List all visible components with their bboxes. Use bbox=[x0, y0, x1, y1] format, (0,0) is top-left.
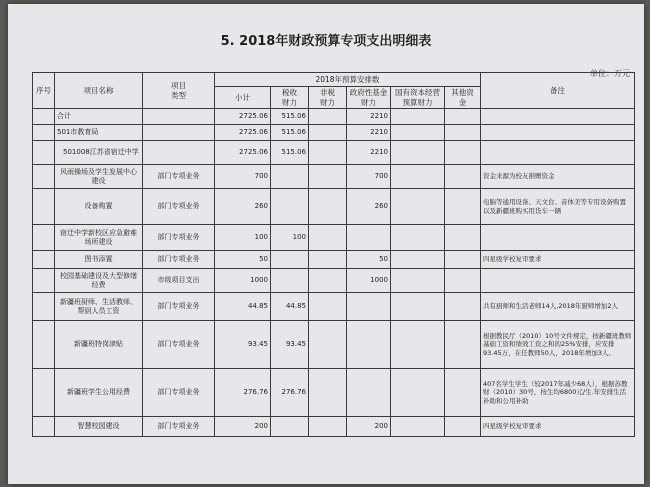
table-row bbox=[33, 321, 635, 369]
cell-name: 风雨操场及学生发展中心建设 bbox=[55, 165, 143, 189]
cell-name: 501市教育局 bbox=[55, 125, 143, 141]
header-seq: 序号 bbox=[33, 73, 55, 109]
cell-other bbox=[445, 189, 481, 225]
cell-seq bbox=[33, 369, 55, 417]
table-header bbox=[33, 73, 635, 109]
cell-soe bbox=[391, 321, 445, 369]
cell-name: 宿迁中学新校区应急避难场所建设 bbox=[55, 225, 143, 251]
cell-seq bbox=[33, 293, 55, 321]
cell-type: 部门专项业务 bbox=[143, 251, 215, 269]
header-nontax: 非税 财力 bbox=[309, 87, 347, 109]
cell-subtotal: 100 bbox=[215, 225, 271, 251]
cell-subtotal: 260 bbox=[215, 189, 271, 225]
cell-other bbox=[445, 369, 481, 417]
header-item-type: 项目 类型 bbox=[143, 73, 215, 109]
cell-other bbox=[445, 109, 481, 125]
cell-type bbox=[143, 109, 215, 125]
cell-seq bbox=[33, 109, 55, 125]
header-budget-group: 2018年预算安排数 bbox=[215, 73, 481, 87]
cell-remark bbox=[481, 109, 635, 125]
cell-nontax bbox=[309, 321, 347, 369]
cell-other bbox=[445, 293, 481, 321]
page-title: 5. 2018年财政预算专项支出明细表 bbox=[220, 34, 432, 49]
table-row bbox=[33, 369, 635, 417]
cell-seq bbox=[33, 225, 55, 251]
cell-seq bbox=[33, 321, 55, 369]
cell-subtotal: 44.85 bbox=[215, 293, 271, 321]
cell-seq bbox=[33, 251, 55, 269]
header-other: 其他资 金 bbox=[445, 87, 481, 109]
cell-seq bbox=[33, 125, 55, 141]
cell-type: 市级项目支出 bbox=[143, 269, 215, 293]
cell-fund: 200 bbox=[347, 417, 391, 437]
cell-name: 501008江苏省宿迁中学 bbox=[55, 141, 143, 165]
unit-label: 单位：万元 bbox=[590, 69, 630, 78]
cell-subtotal: 2725.06 bbox=[215, 141, 271, 165]
cell-other bbox=[445, 269, 481, 293]
cell-other bbox=[445, 165, 481, 189]
cell-nontax bbox=[309, 189, 347, 225]
cell-tax bbox=[271, 165, 309, 189]
cell-soe bbox=[391, 225, 445, 251]
cell-name: 图书添置 bbox=[55, 251, 143, 269]
cell-name: 合计 bbox=[55, 109, 143, 125]
cell-subtotal: 2725.06 bbox=[215, 109, 271, 125]
cell-fund bbox=[347, 369, 391, 417]
cell-remark: 四星级学校复审要求 bbox=[481, 417, 635, 437]
cell-remark: 根据教民厅（2010）10号文件规定，按新疆班教师基础工资和绩效工资之和的25%安排，应安排93.45万，在任教师50人，2018年增加3人。 bbox=[481, 321, 635, 369]
header-gov-fund: 政府性基金 财力 bbox=[347, 87, 391, 109]
document-page bbox=[8, 4, 644, 484]
cell-nontax bbox=[309, 251, 347, 269]
cell-tax: 276.76 bbox=[271, 369, 309, 417]
cell-nontax bbox=[309, 369, 347, 417]
cell-fund: 2210 bbox=[347, 141, 391, 165]
cell-fund: 50 bbox=[347, 251, 391, 269]
table-body bbox=[33, 109, 635, 437]
cell-soe bbox=[391, 125, 445, 141]
cell-remark bbox=[481, 269, 635, 293]
table-row bbox=[33, 141, 635, 165]
table-row bbox=[33, 417, 635, 437]
cell-nontax bbox=[309, 417, 347, 437]
cell-subtotal: 276.76 bbox=[215, 369, 271, 417]
cell-name: 设备购置 bbox=[55, 189, 143, 225]
cell-fund: 2210 bbox=[347, 109, 391, 125]
cell-subtotal: 50 bbox=[215, 251, 271, 269]
cell-tax bbox=[271, 417, 309, 437]
cell-tax: 100 bbox=[271, 225, 309, 251]
cell-remark bbox=[481, 125, 635, 141]
cell-remark bbox=[481, 225, 635, 251]
header-item-name: 项目名称 bbox=[55, 73, 143, 109]
cell-type: 部门专项业务 bbox=[143, 321, 215, 369]
cell-tax: 515.06 bbox=[271, 109, 309, 125]
header-tax: 税收 财力 bbox=[271, 87, 309, 109]
cell-name: 新疆班学生公用经费 bbox=[55, 369, 143, 417]
cell-type: 部门专项业务 bbox=[143, 417, 215, 437]
cell-fund: 260 bbox=[347, 189, 391, 225]
cell-soe bbox=[391, 417, 445, 437]
cell-remark: 407名学生学生（较2017年减少68人），根据苏教财（2010）30号，按生均6800元/生.年安排生活补助和公用补助 bbox=[481, 369, 635, 417]
cell-tax bbox=[271, 189, 309, 225]
cell-seq bbox=[33, 189, 55, 225]
table-row bbox=[33, 225, 635, 251]
cell-nontax bbox=[309, 165, 347, 189]
header-soe-budget: 国有资本经营 预算财力 bbox=[391, 87, 445, 109]
cell-tax: 44.85 bbox=[271, 293, 309, 321]
budget-table bbox=[32, 72, 635, 437]
cell-other bbox=[445, 321, 481, 369]
cell-tax: 93.45 bbox=[271, 321, 309, 369]
cell-nontax bbox=[309, 293, 347, 321]
cell-fund: 700 bbox=[347, 165, 391, 189]
cell-remark: 资金来源为校友捐赠资金 bbox=[481, 165, 635, 189]
table-row bbox=[33, 165, 635, 189]
table-row bbox=[33, 189, 635, 225]
cell-subtotal: 700 bbox=[215, 165, 271, 189]
cell-nontax bbox=[309, 269, 347, 293]
table-row bbox=[33, 293, 635, 321]
cell-tax bbox=[271, 269, 309, 293]
cell-subtotal: 200 bbox=[215, 417, 271, 437]
cell-fund bbox=[347, 225, 391, 251]
cell-type: 部门专项业务 bbox=[143, 225, 215, 251]
cell-remark: 共有厨师和生活老师14人,2018年厨师增加2人 bbox=[481, 293, 635, 321]
cell-type: 部门专项业务 bbox=[143, 189, 215, 225]
cell-soe bbox=[391, 293, 445, 321]
cell-name: 新疆班厨师、生活教师、帮厨人员工资 bbox=[55, 293, 143, 321]
cell-type: 部门专项业务 bbox=[143, 293, 215, 321]
header-subtotal: 小计 bbox=[215, 87, 271, 109]
cell-type: 部门专项业务 bbox=[143, 165, 215, 189]
cell-subtotal: 93.45 bbox=[215, 321, 271, 369]
cell-subtotal: 2725.06 bbox=[215, 125, 271, 141]
cell-tax: 515.06 bbox=[271, 141, 309, 165]
table-row bbox=[33, 109, 635, 125]
cell-soe bbox=[391, 251, 445, 269]
cell-nontax bbox=[309, 125, 347, 141]
cell-name: 智慧校园建设 bbox=[55, 417, 143, 437]
cell-remark: 四星级学校复审要求 bbox=[481, 251, 635, 269]
cell-soe bbox=[391, 269, 445, 293]
cell-tax: 515.06 bbox=[271, 125, 309, 141]
cell-seq bbox=[33, 165, 55, 189]
table-row bbox=[33, 125, 635, 141]
cell-other bbox=[445, 125, 481, 141]
cell-subtotal: 1000 bbox=[215, 269, 271, 293]
cell-soe bbox=[391, 189, 445, 225]
cell-other bbox=[445, 417, 481, 437]
table-row bbox=[33, 269, 635, 293]
cell-soe bbox=[391, 165, 445, 189]
header-remark: 备注 bbox=[481, 73, 635, 109]
cell-seq bbox=[33, 417, 55, 437]
cell-other bbox=[445, 251, 481, 269]
cell-remark bbox=[481, 141, 635, 165]
cell-nontax bbox=[309, 109, 347, 125]
cell-type bbox=[143, 125, 215, 141]
cell-tax bbox=[271, 251, 309, 269]
table-row bbox=[33, 251, 635, 269]
cell-soe bbox=[391, 369, 445, 417]
cell-nontax bbox=[309, 225, 347, 251]
cell-type: 部门专项业务 bbox=[143, 369, 215, 417]
cell-remark: 电脑等通用设备、天文台、音体美等专用设备购置以及新疆班购买用货车一辆 bbox=[481, 189, 635, 225]
cell-seq bbox=[33, 269, 55, 293]
cell-soe bbox=[391, 109, 445, 125]
cell-type bbox=[143, 141, 215, 165]
cell-name: 校园基础建设及大型修缮经费 bbox=[55, 269, 143, 293]
cell-name: 新疆班特岗津贴 bbox=[55, 321, 143, 369]
cell-nontax bbox=[309, 141, 347, 165]
cell-fund: 2210 bbox=[347, 125, 391, 141]
cell-fund bbox=[347, 293, 391, 321]
cell-fund bbox=[347, 321, 391, 369]
cell-seq bbox=[33, 141, 55, 165]
cell-soe bbox=[391, 141, 445, 165]
cell-fund: 1000 bbox=[347, 269, 391, 293]
cell-other bbox=[445, 141, 481, 165]
cell-other bbox=[445, 225, 481, 251]
